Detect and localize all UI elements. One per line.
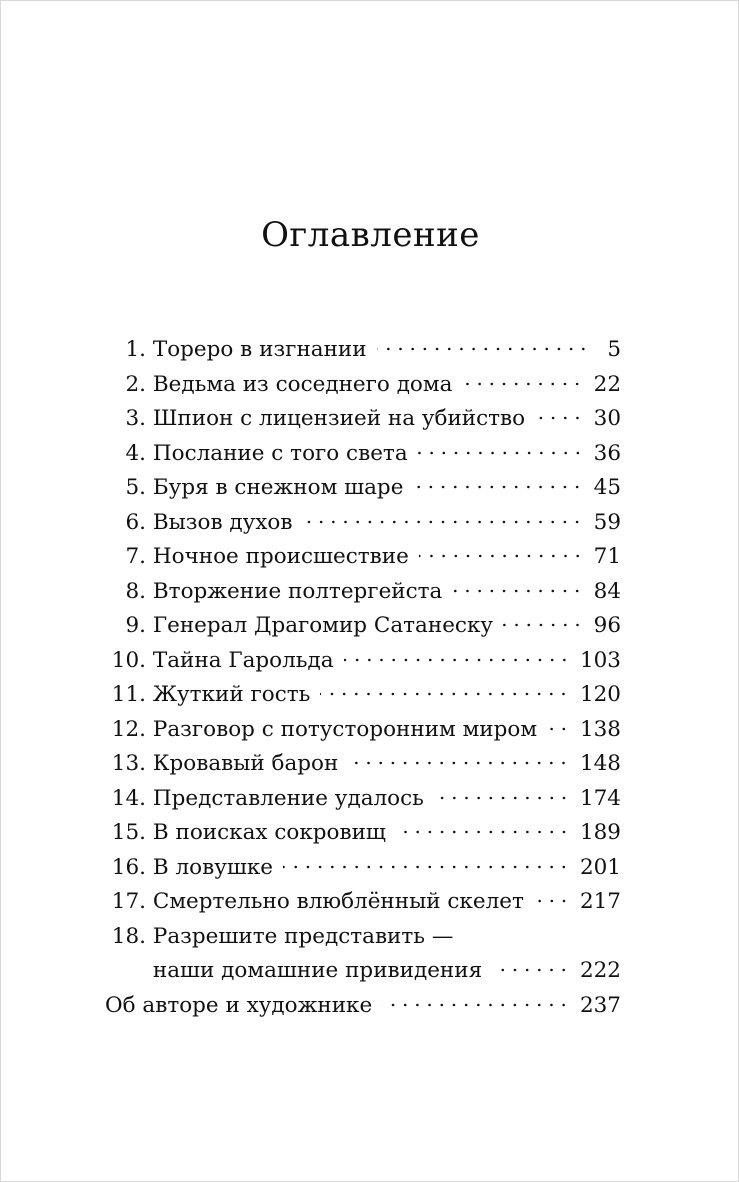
chapter-title: Ночное происшествие: [152, 544, 409, 569]
afterword-title: Об авторе и художнике: [105, 992, 373, 1018]
toc-entry-18: [105, 920, 621, 955]
dot-leader: [396, 830, 570, 834]
table-of-contents: [105, 333, 621, 1023]
chapter-title-continuation: наши домашние привидения: [152, 958, 483, 983]
chapter-number: 18.: [111, 923, 146, 949]
page-number: 120: [579, 682, 621, 707]
toc-entry-4: [105, 437, 621, 472]
chapter-title: Ведьма из соседнего дома: [152, 371, 453, 397]
dot-leader: [419, 554, 584, 558]
toc-entry-2: [105, 368, 621, 403]
chapter-title: Жуткий гость: [152, 682, 311, 707]
dot-leader: [302, 520, 583, 524]
dot-leader: [382, 1003, 570, 1007]
toc-entry-8: [105, 575, 621, 610]
chapter-title: Генерал Драгомир Сатанеску: [152, 613, 494, 638]
toc-entry-16: [105, 851, 621, 886]
dot-leader: [434, 796, 570, 800]
page-number: 59: [593, 509, 621, 535]
page-number: 201: [579, 854, 621, 880]
chapter-title: В поисках сокровищ: [152, 820, 386, 845]
dot-leader: [283, 865, 570, 869]
dot-leader: [462, 382, 583, 386]
toc-entry-17: [105, 885, 621, 920]
chapter-number: 14.: [111, 785, 146, 811]
chapter-number: 10.: [111, 647, 146, 673]
dot-leader: [418, 451, 584, 455]
page-number: 45: [593, 475, 621, 500]
page-number: 217: [579, 889, 621, 914]
toc-entry-18-continuation: [105, 954, 621, 989]
chapter-title: В ловушке: [152, 854, 274, 880]
toc-entry-7: [105, 540, 621, 575]
dot-leader: [547, 727, 570, 731]
chapter-title: Буря в снежном шаре: [152, 475, 404, 500]
page-number: 22: [593, 371, 621, 397]
page-number: 148: [579, 751, 621, 776]
dot-leader: [503, 623, 584, 627]
dot-leader: [534, 899, 570, 903]
chapter-title: Разрешите представить —: [152, 923, 454, 949]
toc-entry-13: [105, 747, 621, 782]
toc-entry-5: [105, 471, 621, 506]
chapter-title: Шпион с лицензией на убийство: [152, 406, 526, 431]
chapter-number: 7.: [125, 544, 146, 569]
page-number: 103: [579, 647, 621, 673]
dot-leader: [492, 968, 570, 972]
chapter-number: 2.: [125, 371, 146, 397]
chapter-number: 17.: [111, 889, 146, 914]
chapter-number: 15.: [111, 820, 146, 845]
chapter-number: 11.: [111, 682, 146, 707]
page-title: Оглавление: [261, 215, 480, 255]
page-number: 5: [607, 337, 621, 362]
chapter-number: 16.: [111, 854, 146, 880]
dot-leader: [452, 589, 583, 593]
chapter-title: Представление удалось: [152, 785, 424, 811]
chapter-number: 5.: [125, 475, 146, 500]
toc-entry-6: [105, 506, 621, 541]
dot-leader: [413, 485, 583, 489]
toc-entry-12: [105, 713, 621, 748]
chapter-title: Разговор с потусторонним миром: [152, 716, 538, 742]
chapter-title: Тайна Гарольда: [152, 647, 334, 673]
page-number: 222: [579, 958, 621, 983]
toc-entry-15: [105, 816, 621, 851]
dot-leader: [320, 692, 570, 696]
page-number: 138: [579, 716, 621, 742]
toc-entry-1: [105, 333, 621, 368]
page-number: 189: [579, 820, 621, 845]
chapter-number: 3.: [125, 406, 146, 431]
chapter-title: Вторжение полтергейста: [152, 578, 443, 604]
chapter-title: Вызов духов: [152, 509, 293, 535]
chapter-title: Кровавый барон: [152, 751, 339, 776]
page-number: 71: [593, 544, 621, 569]
toc-entry-afterword: [105, 989, 621, 1024]
dot-leader: [535, 416, 584, 420]
chapter-title: Тореро в изгнании: [152, 337, 367, 362]
chapter-number: 12.: [111, 716, 146, 742]
chapter-title: Смертельно влюблённый скелет: [152, 889, 524, 914]
chapter-number: 13.: [111, 751, 146, 776]
toc-entry-10: [105, 644, 621, 679]
chapter-number: 9.: [125, 613, 146, 638]
page-number: 237: [579, 992, 621, 1018]
dot-leader: [348, 761, 570, 765]
page-number: 84: [593, 578, 621, 604]
chapter-number: 1.: [125, 337, 146, 362]
chapter-number: 4.: [125, 440, 146, 466]
chapter-number: 8.: [125, 578, 146, 604]
chapter-number: 6.: [125, 509, 146, 535]
toc-entry-9: [105, 609, 621, 644]
dot-leader: [377, 347, 589, 351]
page-number: 174: [579, 785, 621, 811]
page-number: 30: [593, 406, 621, 431]
page-number: 96: [593, 613, 621, 638]
toc-entry-14: [105, 782, 621, 817]
toc-entry-3: [105, 402, 621, 437]
dot-leader: [344, 658, 570, 662]
toc-entry-11: [105, 678, 621, 713]
chapter-title: Послание с того света: [152, 440, 408, 466]
page-number: 36: [593, 440, 621, 466]
